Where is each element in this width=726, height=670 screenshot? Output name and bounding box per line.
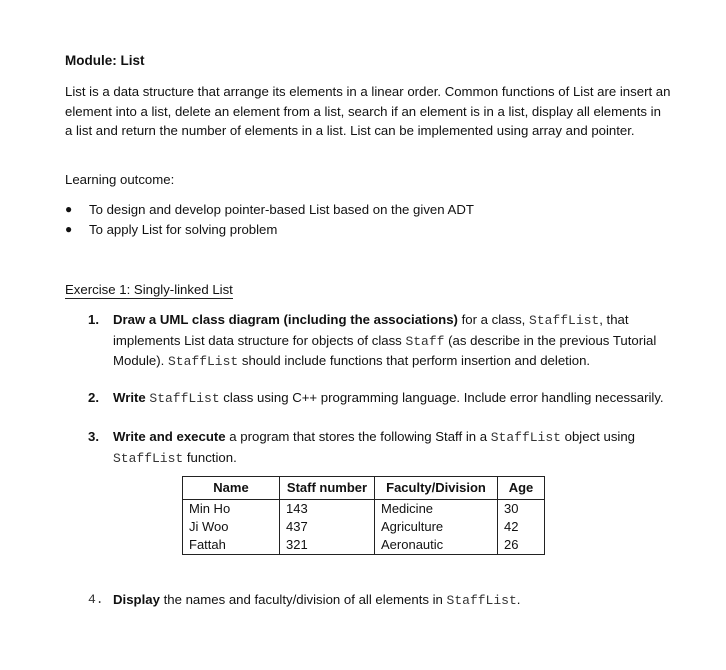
header-age: Age (498, 477, 545, 500)
outcome-text: To design and develop pointer-based List based on the given ADT (89, 202, 474, 217)
exercise-item-2 (88, 388, 668, 409)
cell-faculty: Aeronautic (375, 536, 498, 555)
outcome-text: To apply List for solving problem (89, 222, 278, 237)
learning-outcome-list (65, 202, 665, 242)
table-row (183, 500, 545, 519)
item-text: a program that stores the following Staff in a (225, 429, 491, 444)
item-text: , that implements List data structure for objects of class (113, 312, 629, 348)
item-bold-text: Write (113, 390, 146, 405)
header-staff-number: Staff number (280, 477, 375, 500)
cell-age: 30 (498, 500, 545, 519)
cell-age: 26 (498, 536, 545, 555)
exercise-title: Exercise 1: Singly-linked List (65, 282, 233, 297)
cell-staff-number: 437 (280, 518, 375, 536)
header-faculty: Faculty/Division (375, 477, 498, 500)
cell-faculty: Agriculture (375, 518, 498, 536)
code-text: StaffList (446, 593, 517, 608)
code-text: StaffList (529, 313, 600, 328)
item-text: object using (560, 429, 636, 444)
cell-age: 42 (498, 518, 545, 536)
item-bold-text: Write and execute (113, 429, 226, 444)
bullet-icon: ● (65, 202, 73, 216)
learning-outcome-label: Learning outcome: (65, 172, 175, 187)
list-item (65, 202, 665, 222)
header-name: Name (183, 477, 280, 500)
intro-paragraph: List is a data structure that arrange its elements in a linear order. Common functions of List are insert an element into a list, delete an element from a list, search if an element is in a list, display all elements in a list and return the number of elements in a list. List can be implemented using array and pointer. (65, 84, 671, 139)
table-header-row (183, 477, 545, 500)
code-text: StaffList (149, 391, 220, 406)
item-bold-text: Draw a UML class diagram (including the associations) (113, 312, 458, 327)
module-title: Module: List (65, 53, 145, 68)
cell-name: Ji Woo (183, 518, 280, 536)
item-text: class using C++ programming language. Include error handling necessarily. (219, 390, 664, 405)
exercise-item-1 (88, 310, 668, 372)
table-row (183, 536, 545, 555)
item-text: function. (183, 449, 237, 465)
item-text: the names and faculty/division of all elements in (159, 592, 447, 607)
cell-name: Fattah (183, 536, 280, 555)
code-text: StaffList (490, 430, 561, 445)
cell-name: Min Ho (183, 500, 280, 519)
item-number: 3. (88, 429, 99, 444)
item-text: (as describe in the previous Tutorial Module). (113, 332, 657, 368)
code-text: Staff (405, 333, 445, 349)
exercise-item-3 (88, 427, 668, 468)
cell-staff-number: 143 (280, 500, 375, 519)
bullet-icon: ● (65, 222, 73, 236)
item-number: 1. (88, 312, 99, 327)
table-row (183, 518, 545, 536)
item-text: . (516, 592, 521, 607)
item-text: should include functions that perform insertion and deletion. (238, 353, 591, 368)
exercise-item-4 (88, 590, 668, 611)
code-text: StaffList (167, 354, 239, 369)
list-item (65, 222, 665, 242)
item-bold-text: Display (113, 592, 160, 607)
code-text: StaffList (113, 450, 184, 466)
item-number: 2. (88, 390, 99, 405)
staff-table (182, 476, 545, 555)
cell-staff-number: 321 (280, 536, 375, 555)
item-text: for a class, (457, 312, 530, 327)
item-number: 4. (88, 592, 104, 607)
cell-faculty: Medicine (375, 500, 498, 519)
